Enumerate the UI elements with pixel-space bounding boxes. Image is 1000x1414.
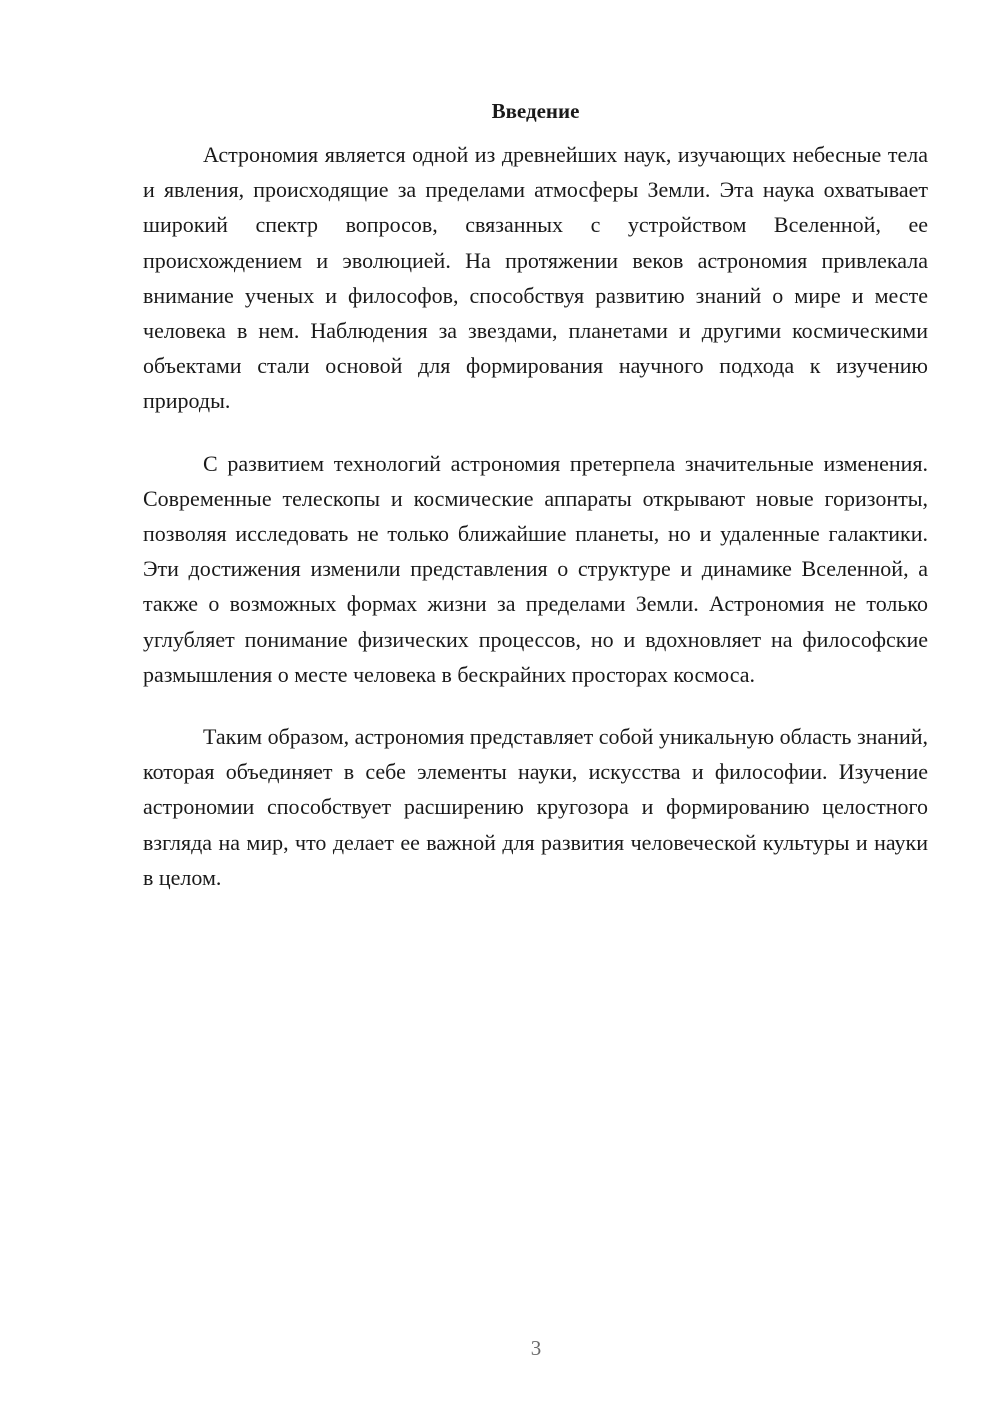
paragraph-1: Астрономия является одной из древнейших наук, изучающих небесные тела и явления, происходящие за пределами атмосферы Земли. Эта наука охватывает широкий спектр вопросов, связанных с устройством Вселенной, ее происхождением и эволюцией. На протяжении веков астрономия привлекала внимание ученых и философов, способствуя развитию знаний о мире и месте человека в нем. Наблюдения за звездами, планетами и другими космическими объектами стали основой для формирования научного подхода к изучению природы. [143,142,928,414]
section-heading: Введение [491,99,580,123]
page-number: 3 [530,1336,542,1360]
paragraph-2: С развитием технологий астрономия претерпела значительные изменения. Современные телескопы и космические аппараты открывают новые горизонты, позволяя исследовать не только ближайшие планеты, но и удаленные галактики. Эти достижения изменили представления о структуре и динамике Вселенной, а также о возможных формах жизни за пределами Земли. Астрономия не только углубляет понимание физических процессов, но и вдохновляет на философские размышления о месте человека в бескрайних просторах космоса. [143,450,928,687]
paragraph-3: Таким образом, астрономия представляет собой уникальную область знаний, которая объединяет в себе элементы науки, искусства и философии. Изучение астрономии способствует расширению кругозора и формированию целостного взгляда на мир, что делает ее важной для развития человеческой культуры и науки в целом. [143,724,928,890]
page-content [143,97,928,922]
